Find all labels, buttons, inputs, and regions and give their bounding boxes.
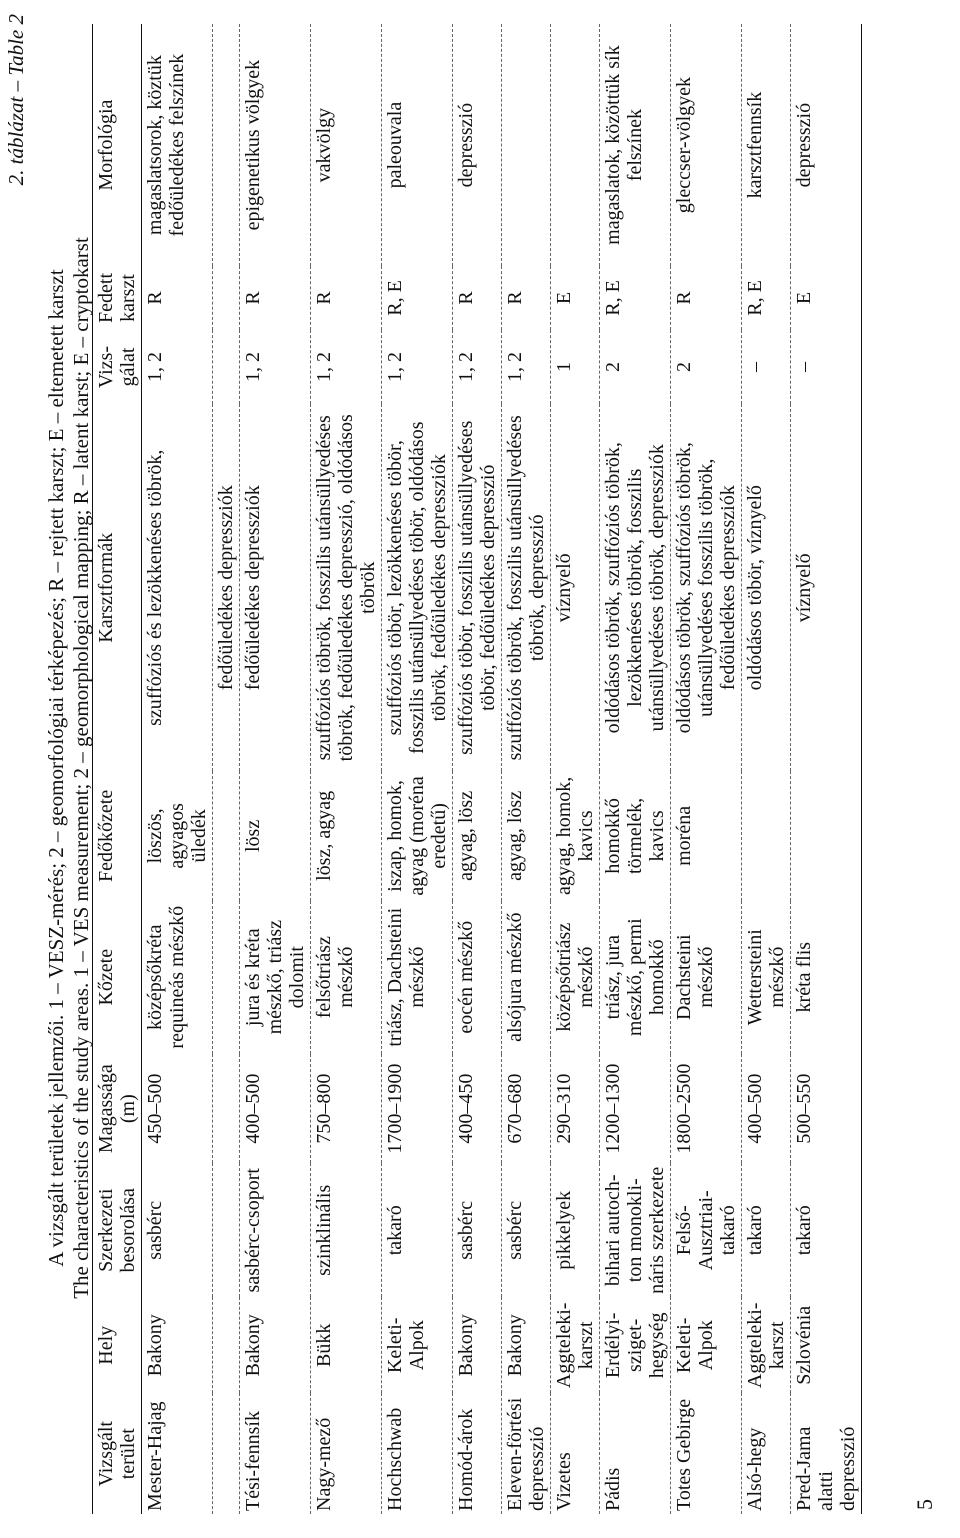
cell-investigation: –	[744, 361, 766, 372]
cell-location: Bakony	[242, 1314, 264, 1377]
cell-structure: sasbérc	[504, 1200, 526, 1260]
cell-investigation: 1, 2	[313, 351, 335, 382]
cell-area: Eleven-förtési depresszió	[504, 1397, 548, 1511]
cell-morphology: magaslatok, közöttük sík felszínek	[602, 45, 646, 245]
cell-area: Pred-Jama alatti depresszió	[793, 1426, 859, 1511]
cell-area: Pádis	[602, 1467, 624, 1511]
cell-morphology: epigenetikus völgyek	[242, 59, 264, 231]
cell-altitude: 400–450	[455, 1073, 477, 1144]
cell-area: Vizetes	[553, 1452, 575, 1511]
cell-structure: pikkelyek	[553, 1190, 575, 1270]
cell-morphology: vakvölgy	[313, 107, 335, 183]
cell-location: Keleti-Alpok	[673, 1317, 717, 1374]
cell-location: Bükk	[313, 1323, 335, 1367]
cell-altitude: 670–680	[504, 1073, 526, 1144]
cell-location: Bakony	[455, 1314, 477, 1377]
cell-covered-karst: R	[455, 291, 477, 305]
cell-structure: szinklinális	[313, 1184, 335, 1276]
header-altitude: Magassága (m)	[93, 1054, 142, 1164]
cell-cover-rock	[791, 771, 862, 900]
cell-karst-forms: oldódásos töbrök, szuffóziós töbrök, lezökkenéses töbrök, fosszilis utánsüllyedéses töbrök, depressziók	[602, 442, 668, 734]
cell-investigation	[213, 330, 240, 405]
cell-morphology	[502, 24, 551, 266]
cell-rock: Dachsteini mészkő	[673, 934, 717, 1020]
cell-karst-forms: szuffóziós töbör, lezökkenéses töbör, fosszilis utánsüllyedéses töbör, oldódásos töbrök, fedőüledékes depressziók	[384, 421, 450, 754]
table-row	[742, 24, 791, 1514]
cell-morphology	[551, 24, 600, 266]
cell-altitude	[213, 1054, 240, 1164]
cell-structure: takaró	[384, 1205, 406, 1256]
cell-karst-forms: oldódásos töbör, víznyelő	[744, 485, 766, 691]
cell-karst-forms: fedőüledékes depressziók	[215, 485, 237, 691]
cell-morphology: magaslatsorok, köztük fedőüledékes felszínek	[144, 53, 188, 237]
table-row	[382, 24, 453, 1514]
cell-investigation: 1, 2	[504, 351, 526, 382]
cell-altitude: 1800–2500	[673, 1063, 695, 1154]
cell-altitude: 1200–1300	[602, 1063, 624, 1154]
cell-cover-rock	[213, 771, 240, 900]
cell-area: Totes Gebirge	[673, 1398, 695, 1511]
cell-location	[213, 1297, 240, 1393]
cell-investigation: 1, 2	[242, 351, 264, 382]
cell-investigation: –	[793, 361, 815, 372]
cell-cover-rock: iszap, homok, agyag (moréna eredetű)	[384, 776, 450, 896]
cell-rock: triász, Dachsteini mészkő	[384, 907, 428, 1047]
cell-cover-rock: agyag, homok, kavics	[553, 776, 597, 896]
cell-investigation: 2	[602, 361, 624, 372]
cell-area	[213, 1394, 240, 1515]
cell-rock: kréta flis	[793, 941, 815, 1013]
cell-covered-karst: R, E	[744, 280, 766, 316]
cell-altitude: 450–500	[144, 1073, 166, 1144]
cell-area: Homód-árok	[455, 1408, 477, 1511]
cell-location: Keleti-Alpok	[384, 1317, 428, 1374]
cell-karst-forms: oldódásos töbrök, szuffóziós töbrök, utánsüllyedéses fosszilis töbrök, fedőüledékes depressziók	[673, 442, 739, 734]
cell-cover-rock: lösz	[242, 819, 264, 852]
caption-english: The characteristics of the study areas. 1 – VES measurement; 2 – geomorphological mapping; R – latent karst; E – cryptokarst	[69, 237, 93, 1299]
cell-covered-karst	[213, 266, 240, 330]
cell-covered-karst: R	[673, 291, 695, 305]
cell-cover-rock: homokkő törmelék, kavics	[602, 797, 668, 874]
cell-morphology: karsztfennsík	[744, 91, 766, 199]
study-areas-table	[92, 24, 862, 1514]
cell-karst-forms: víznyelő	[793, 553, 815, 623]
cell-karst-forms: szuffóziós töbrök, fosszilis utánsüllyedéses töbrök, fedőüledékes depresszió, oldódásos töbrök	[313, 414, 379, 762]
cell-cover-rock: lösz, agyag	[313, 790, 335, 881]
cell-location: Bakony	[504, 1314, 526, 1377]
cell-cover-rock: agyag, lösz	[504, 790, 526, 881]
header-karst-forms: Karsztformák	[93, 404, 142, 771]
caption-hungarian: A vizsgált területek jellemzői. 1 – VESZ-mérés; 2 – geomorfológiai térképezés; R – rejtett karszt; E – eltemetett karszt	[44, 269, 68, 1267]
cell-karst-forms: szuffóziós és lezökkenéses töbrök,	[144, 449, 166, 726]
table-caption	[44, 48, 94, 1488]
cell-investigation: 1, 2	[144, 351, 166, 382]
cell-altitude: 400–500	[744, 1073, 766, 1144]
cell-altitude: 400–500	[242, 1073, 264, 1144]
cell-rock	[213, 901, 240, 1054]
cell-cover-rock: moréna	[673, 805, 695, 866]
cell-rock: középsőkréta requineás mészkő	[144, 905, 188, 1049]
cell-cover-rock	[742, 771, 791, 900]
cell-area: Mester-Hajag	[144, 1401, 166, 1511]
table-row	[671, 24, 742, 1514]
cell-morphology: gleccser-völgyek	[673, 77, 695, 214]
table-row	[311, 24, 382, 1514]
table-header-row	[93, 24, 142, 1514]
cell-cover-rock: löszös, agyagos üledék	[144, 803, 210, 869]
table-row	[502, 24, 551, 1514]
page-number: 5	[912, 1499, 937, 1510]
cell-karst-forms: fedőüledékes depressziók	[242, 485, 264, 691]
cell-location: Szlovénia	[793, 1305, 815, 1385]
cell-covered-karst: R	[144, 291, 166, 305]
cell-karst-forms: szuffóziós töbör, fosszilis utánsüllyedéses töbör, fedőüledékes depresszió	[455, 420, 499, 755]
cell-morphology: depresszió	[793, 102, 815, 188]
table-row	[453, 24, 502, 1514]
header-area: Vizsgált terület	[93, 1394, 142, 1515]
table-row	[240, 24, 311, 1514]
header-morphology: Morfológia	[93, 24, 142, 266]
cell-altitude: 290–310	[553, 1073, 575, 1144]
cell-structure: takaró	[793, 1205, 815, 1256]
cell-structure: sasbérc-csoport	[242, 1168, 264, 1293]
cell-covered-karst: R	[313, 291, 335, 305]
cell-covered-karst: R	[242, 291, 264, 305]
cell-structure: sasbérc	[455, 1200, 477, 1260]
cell-location: Bakony	[144, 1314, 166, 1377]
cell-structure: takaró	[744, 1205, 766, 1256]
cell-investigation: 1, 2	[384, 351, 406, 382]
cell-karst-forms: víznyelő	[553, 553, 575, 623]
cell-rock: triász, jura mészkő, permi homokkő	[602, 918, 668, 1037]
table-row	[551, 24, 600, 1514]
cell-covered-karst: R	[504, 291, 526, 305]
cell-area: Alsó-hegy	[744, 1427, 766, 1511]
table-row	[791, 24, 862, 1514]
cell-covered-karst: R, E	[384, 280, 406, 316]
cell-altitude: 500–550	[793, 1073, 815, 1144]
cell-investigation: 1	[553, 361, 575, 372]
cell-rock: alsójura mészkő	[504, 912, 526, 1042]
cell-area: Nagy-mező	[313, 1417, 335, 1511]
cell-rock: felsőtriász mészkő	[313, 936, 357, 1019]
cell-covered-karst: E	[553, 291, 575, 305]
cell-location: Aggteleki-karszt	[553, 1302, 597, 1389]
header-structure: Szerkezeti besorolása	[93, 1163, 142, 1297]
table-row	[600, 24, 671, 1514]
cell-altitude: 750–800	[313, 1073, 335, 1144]
cell-structure: bihari autochton monoklináris szerkezete	[602, 1166, 668, 1294]
cell-structure	[213, 1163, 240, 1297]
cell-location: Aggteleki-karszt	[744, 1302, 788, 1389]
cell-structure: Felső-Ausztriai-takaró	[673, 1190, 739, 1271]
header-rock: Kőzete	[93, 901, 142, 1054]
cell-location: Erdélyi-szigethegység	[602, 1312, 668, 1379]
cell-covered-karst: E	[793, 291, 815, 305]
cell-morphology: paleouvala	[384, 101, 406, 189]
cell-structure: sasbérc	[144, 1200, 166, 1260]
cell-covered-karst: R, E	[602, 280, 624, 316]
table-number: 2. táblázat – Table 2	[4, 14, 28, 186]
table-row	[213, 24, 240, 1514]
cell-karst-forms: szuffóziós töbrök, fosszilis utánsüllyedéses töbrök, depresszió	[504, 415, 548, 761]
header-investigation: Vizsgálat	[93, 330, 142, 405]
header-cover-rock: Fedőkőzete	[93, 771, 142, 900]
cell-rock: középsőtriász mészkő	[553, 922, 597, 1032]
cell-altitude: 1700–1900	[384, 1063, 406, 1154]
header-location: Hely	[93, 1297, 142, 1393]
cell-morphology	[213, 24, 240, 266]
cell-area: Tési-fennsík	[242, 1411, 264, 1511]
cell-rock: eocén mészkő	[455, 920, 477, 1034]
header-covered-karst: Fedett karszt	[93, 266, 142, 330]
cell-rock: Wettersteini mészkő	[744, 929, 788, 1026]
cell-investigation: 2	[673, 361, 695, 372]
cell-morphology: depresszió	[455, 102, 477, 188]
table-row	[142, 24, 213, 1514]
cell-cover-rock: agyag, lösz	[455, 790, 477, 881]
cell-investigation: 1, 2	[455, 351, 477, 382]
cell-area: Hochschwab	[384, 1407, 406, 1511]
cell-rock: jura és kréta mészkő, triász dolomit	[242, 920, 308, 1035]
